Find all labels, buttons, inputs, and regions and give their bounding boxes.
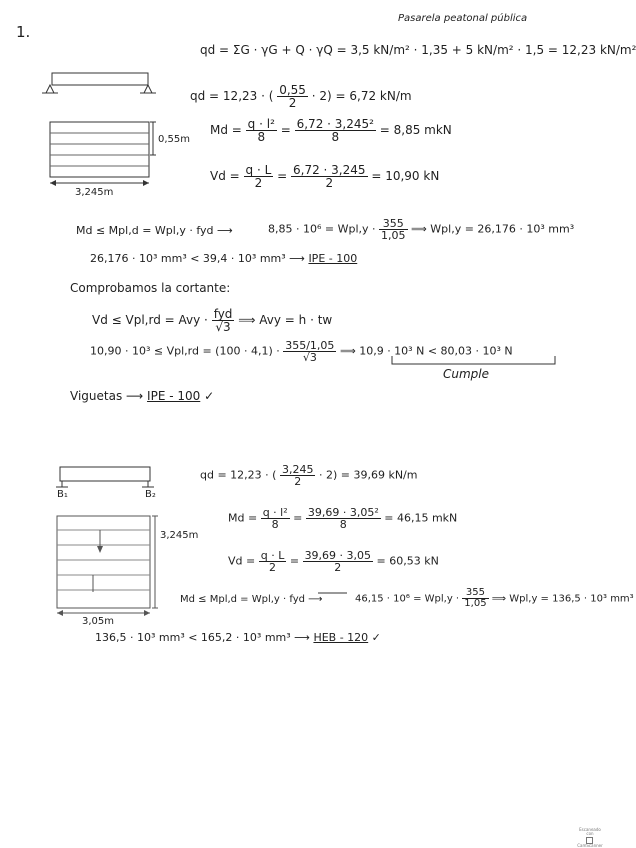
- scanner-line2: CamScanner: [577, 842, 603, 848]
- md-equation-1: Md = $\frac{\text{q · l²}}{8}$ = $\frac{\text{6,72 · 3,245²}}{8}$ = 8,85 mkN: [210, 117, 452, 144]
- check-mark-icon: ✓: [204, 389, 215, 403]
- cumple-label: Cumple: [443, 367, 490, 381]
- viguetas-line: Viguetas ⟶ IPE - 100 ✓: [70, 389, 215, 403]
- dim-width-1: 3,245m: [75, 187, 114, 198]
- profile-result-1: IPE - 100: [308, 252, 358, 265]
- section-compare-1: 26,176 · 10³ mm³ < 39,4 · 10³ mm³ ⟶ IPE - 100: [90, 252, 358, 265]
- viguetas-profile: IPE - 100: [147, 389, 201, 403]
- scanner-line1: Escaneado con: [579, 827, 601, 837]
- qd-line-2: qd = 12,23 · ( $\frac{3,245}{2}$ · 2) = 39,69 kN/m: [200, 463, 418, 488]
- beam-diagram-1: [42, 73, 156, 93]
- dim-height-2: 3,245m: [160, 530, 199, 541]
- page-number: 1.: [16, 23, 31, 41]
- vd-equation-2: Vd = $\frac{q \cdot L}{2}$ = $\frac{39,69 \cdot 3,05}{2}$ = 60,53 kN: [228, 549, 439, 574]
- shear-equation-a: Vd ≤ Vpl,rd = Avy · $\frac{\text{fyd}}{√3}$ ⟹ Avy = h · tw: [92, 307, 333, 334]
- header-note: Pasarela peatonal pública: [398, 13, 528, 24]
- vd-equation-1: Vd = $\frac{q \cdot L}{2}$ = $\frac{6,72 \cdot 3,245}{2}$ = 10,90 kN: [210, 163, 440, 190]
- shear-title: Comprobamos la cortante:: [70, 281, 231, 295]
- dim-height-1: 0,55m: [158, 134, 191, 145]
- check-mark-icon: ✓: [371, 631, 381, 644]
- scanner-badge: [577, 827, 603, 848]
- plastic-check-2a: Md ≤ Mpl,d = Wpl,y · fyd ⟶: [180, 594, 323, 605]
- support-right: B₂: [145, 489, 156, 500]
- plastic-check-1b: 8,85 · 10⁶ = Wpl,y · $\frac{355}{1,05}$ ⟹ Wpl,y = 26,176 · 10³ mm³: [268, 217, 575, 242]
- plastic-check-2b: 46,15 · 10⁶ = Wpl,y · $\frac{355}{1,05}$ ⟹ Wpl,y = 136,5 · 10³ mm³: [355, 587, 634, 609]
- profile-result-2: HEB - 120: [313, 631, 369, 644]
- slab-sketch-2: [57, 516, 158, 616]
- beam-diagram-2: [56, 467, 154, 487]
- shear-equation-b: 10,90 · 10³ ≤ Vpl,rd = (100 · 4,1) · $\frac{355/1,05}{√3}$ ⟹ 10,9 · 10³ N < 80,03 · 10³ N: [90, 339, 513, 364]
- plastic-check-1a: Md ≤ Mpl,d = Wpl,y · fyd ⟶: [76, 224, 233, 237]
- qd-line-1: qd = 12,23 · ( $\frac{0,55}{2}$ · 2) = 6,72 kN/m: [190, 83, 412, 110]
- section-compare-2: 136,5 · 10³ mm³ < 165,2 · 10³ mm³ ⟶ HEB - 120 ✓: [95, 631, 381, 644]
- qd-formula-1: qd = ΣG · γG + Q · γQ = 3,5 kN/m² · 1,35 + 5 kN/m² · 1,5 = 12,23 kN/m²: [200, 43, 636, 57]
- slab-sketch-1: [50, 122, 156, 186]
- dim-width-2: 3,05m: [82, 616, 115, 627]
- md-equation-2: Md = $\frac{\text{q · l²}}{8}$ = $\frac{\text{39,69 · 3,05²}}{8}$ = 46,15 mkN: [228, 506, 458, 531]
- support-left: B₁: [57, 489, 68, 500]
